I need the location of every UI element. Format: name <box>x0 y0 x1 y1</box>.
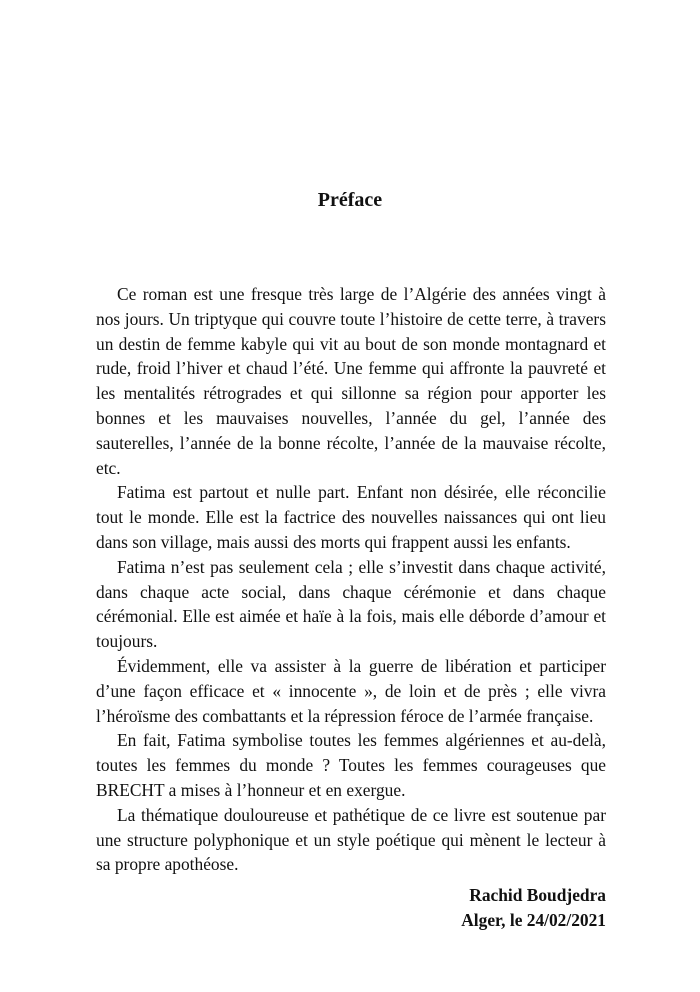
paragraph: Fatima n’est pas seulement cela ; elle s’investit dans chaque activité, dans chaque acte social, dans chaque cérémonie et dans chaque cérémonial. Elle est aimée et haïe à la fois, mais elle déborde d’amour et toujours. <box>96 556 606 652</box>
paragraph: Ce roman est une fresque très large de l’Algérie des années vingt à nos jours. Un triptyque qui couvre toute l’histoire de cette terre, à travers un destin de femme kabyle qui vit au bout de son monde montagnard et rude, froid l’hiver et chaud l’été. Une femme qui affronte la pauvreté et les mentalités rétrogrades et qui sillonne sa région pour apporter les bonnes et les mauvaises nouvelles, l’année du gel, l’année des sauterelles, l’année de la bonne récolte, l’année de la mauvaise récolte, etc. <box>96 284 606 478</box>
paragraph: Évidemment, elle va assister à la guerre de libération et participer d’une façon efficace et « innocente », de loin et de près ; elle vivra l’héroïsme des combattants et la répression féroce de l’armée française. <box>96 655 606 726</box>
signature-block <box>96 883 606 933</box>
author-name: Rachid Boudjedra <box>469 885 606 905</box>
paragraph: La thématique douloureuse et pathétique de ce livre est soutenue par une structure polyphonique et un style poétique qui mènent le lecteur à sa propre apothéose. <box>96 804 606 875</box>
preface-body <box>96 282 606 877</box>
paragraph: Fatima est partout et nulle part. Enfant non désirée, elle réconcilie tout le monde. Elle est la factrice des nouvelles naissances qui ont lieu dans son village, mais aussi des morts qui frappent aussi les enfants. <box>96 482 606 552</box>
place-date: Alger, le 24/02/2021 <box>461 909 606 930</box>
page-title: Préface <box>317 189 383 211</box>
paragraph: En fait, Fatima symbolise toutes les femmes algériennes et au-delà, toutes les femmes du monde ? Toutes les femmes courageuses que BRECHT a mises à l’honneur et en exergue. <box>96 730 606 800</box>
